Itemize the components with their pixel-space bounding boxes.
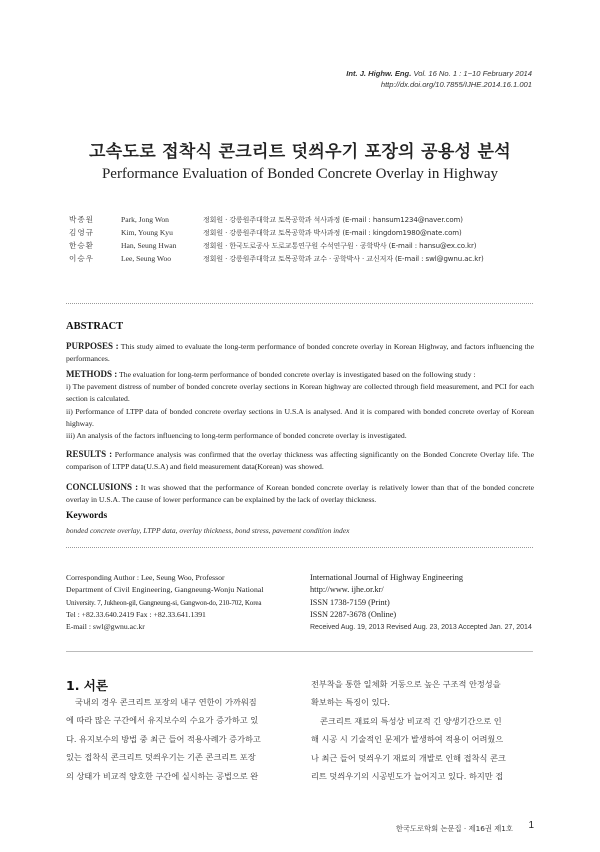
running-footer: 한국도로학회 논문집 · 제16권 제1호 (395, 824, 513, 833)
issn-print: ISSN 1738-7159 (Print) (310, 597, 390, 607)
abstract-methods (66, 368, 534, 442)
body-line: 있는 접착식 콘크리트 덧씌우기는 기존 콘크리트 포장 (66, 752, 256, 763)
keywords-text: bonded concrete overlay, LTPP data, overlay thickness, bond stress, pavement condition index (66, 526, 350, 535)
title-english: Performance Evaluation of Bonded Concrete Overlay in Highway (101, 166, 499, 182)
methods-label: METHODS : (66, 369, 118, 379)
journal-info-name: International Journal of Highway Engineering (310, 573, 463, 582)
author-affiliation: 정회원 · 강릉원주대학교 토목공학과 석사과정 (E-mail : hansum1234@naver.com) (203, 216, 463, 224)
issn-online: ISSN 2287-3678 (Online) (310, 610, 397, 620)
title-korean: 고속도로 접착식 콘크리트 덧씌우기 포장의 공용성 분석 (89, 142, 511, 162)
journal-info-block (310, 572, 540, 634)
journal-website[interactable]: http://www. ijhe.or.kr/ (310, 585, 384, 595)
divider (66, 303, 533, 304)
section-heading: 1. 서론 (66, 678, 108, 693)
page-number: 1 (528, 820, 534, 831)
body-line: 리트 덧씌우기의 시공빈도가 늘어지고 있다. 하지만 접 (311, 771, 504, 782)
author-affiliation: 정회원 · 한국도로공사 도로교통연구원 수석연구원 · 공학박사 (E-mail : hansu@ex.co.kr) (203, 242, 477, 250)
author-name-ko: 이승우 (69, 254, 95, 263)
author-name-ko: 박종원 (69, 215, 95, 224)
journal-header (346, 68, 532, 79)
body-line: 전부착을 통한 일체화 거동으로 높은 구조적 안정성을 (311, 679, 501, 689)
author-name-en: Kim, Young Kyu (121, 228, 173, 237)
author-name-ko: 한승환 (69, 241, 95, 250)
body-line: 에 따라 많은 구간에서 유지보수의 수요가 증가하고 있 (66, 715, 259, 726)
corr-email: E-mail : swl@gwnu.ac.kr (66, 622, 145, 632)
keywords-heading: Keywords (66, 511, 108, 521)
methods-item-2: ii) Performance of LTPP data of bonded concrete overlay sections in U.S.A is analysed. And it is compared with bonded concrete overlay of Korean highway. (66, 406, 534, 428)
abstract-heading: ABSTRACT (66, 321, 124, 332)
author-name-en: Han, Seung Hwan (121, 241, 177, 250)
methods-item-3: iii) An analysis of the factors influencing to long-term performance of bonded concrete overlay is investigated. (66, 431, 407, 441)
doi-link[interactable]: http://dx.doi.org/10.7855/IJHE.2014.16.1.001 (380, 80, 532, 89)
results-label: RESULTS : (66, 449, 113, 459)
body-line: 확보하는 특징이 있다. (311, 697, 390, 708)
journal-name: Int. J. Highw. Eng. (346, 69, 412, 78)
abstract-results (66, 448, 534, 473)
corr-line: Department of Civil Engineering, Gangneung-Wonju National (66, 585, 264, 595)
conclusions-text: It was showed that the performance of Korean bonded concrete overlay is relatively lower than that of the bonded concrete overlay in U.S.A. The cause of lower performance can be explained by the lack of overlay thickness. (66, 483, 534, 505)
results-text: Performance analysis was confirmed that the overlay thickness was affecting significantly on the Bonded Concrete Overlay life. The comparison of LTPP data(U.S.A) and field measurement data(Korean) was showed. (66, 450, 534, 472)
body-line: 콘크리트 재료의 특성상 비교적 긴 양생기간으로 인 (320, 715, 502, 726)
author-name-en: Park, Jong Won (121, 215, 169, 224)
body-line: 의 상태가 비교적 양호한 구간에 실시하는 공법으로 완 (66, 770, 259, 781)
author-affiliation: 정회원 · 강릉원주대학교 토목공학과 교수 · 공학박사 · 교신저자 (E-mail : swl@gwnu.ac.kr) (203, 255, 484, 263)
body-column-left (66, 693, 295, 785)
author-name-en: Lee, Seung Woo (121, 254, 172, 263)
corr-line: Tel : +82.33.640.2419 Fax : +82.33.641.1391 (66, 609, 206, 619)
body-line: 다. 유지보수의 방법 중 최근 들어 적용사례가 증가하고 (66, 733, 261, 744)
corr-line: Corresponding Author : Lee, Seung Woo, Professor (66, 573, 225, 582)
divider (66, 547, 533, 548)
corresponding-author-block (66, 572, 298, 633)
body-line: 나 최근 들어 덧씌우기 재료의 개발로 인해 접착식 콘크 (311, 752, 506, 763)
journal-volume: Vol. 16 No. 1 : 1~10 February 2014 (413, 69, 532, 78)
author-name-ko: 김영규 (69, 228, 95, 237)
divider (66, 651, 533, 652)
corr-line: University. 7, Jukheon-gil, Gangneung-si, Gangwon-do, 210-702, Korea (66, 598, 262, 607)
purposes-text: This study aimed to evaluate the long-term performance of bonded concrete overlay in Korean Highway, and factors influencing the performances. (66, 342, 534, 364)
author-affiliation: 정회원 · 강릉원주대학교 토목공학과 박사과정 (E-mail : kingdom1980@nate.com) (203, 229, 462, 237)
author-list (0, 214, 600, 268)
methods-item-1: i) The pavement distress of number of bonded concrete overlay sections in Korean highway are collected through field measurement, and PCI for each section is calculated. (66, 382, 534, 404)
body-line: 해 시공 시 기술적인 문제가 발생하여 적용이 어려웠으 (311, 734, 504, 745)
body-column-right (311, 675, 536, 785)
abstract-purposes (66, 340, 534, 365)
methods-text: The evaluation for long-term performance of bonded concrete overlay is investigated based on the following study : (117, 370, 476, 379)
purposes-label: PURPOSES : (66, 341, 119, 351)
conclusions-label: CONCLUSIONS : (66, 482, 139, 492)
body-line: 국내의 경우 콘크리트 포장의 내구 연한이 가까워짐 (75, 697, 257, 707)
abstract-conclusions (66, 481, 534, 506)
received-dates: Received Aug. 19, 2013 Revised Aug. 23, 2013 Accepted Jan. 27, 2014 (310, 623, 532, 631)
